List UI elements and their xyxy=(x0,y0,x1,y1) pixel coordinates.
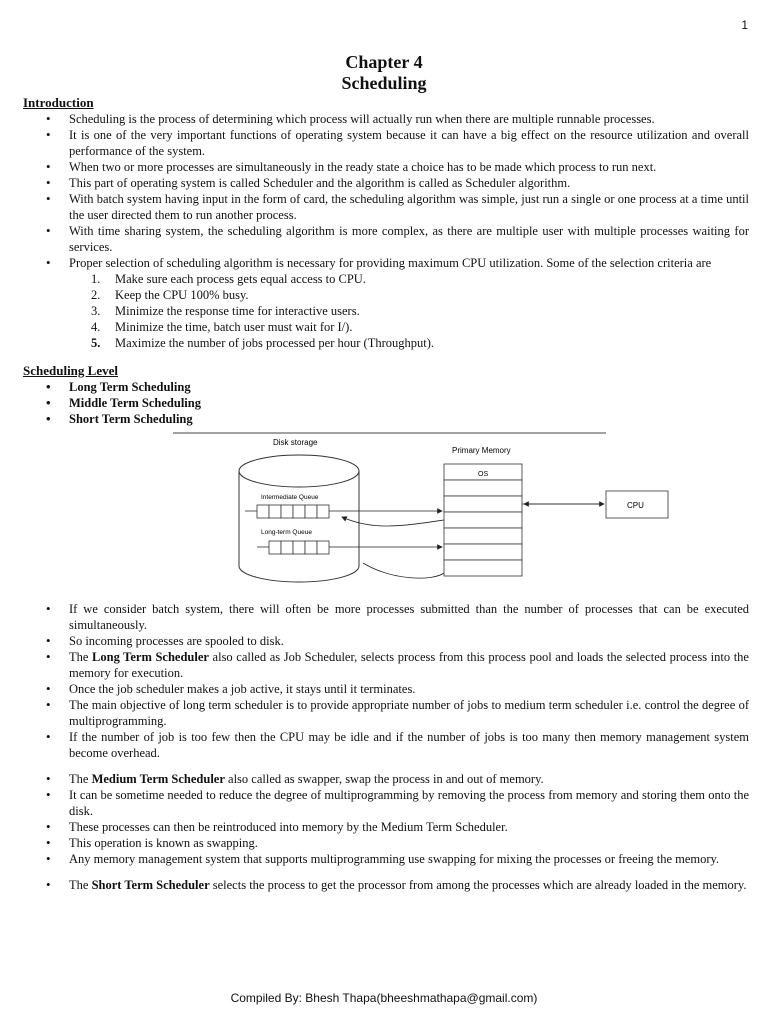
list-item: • When two or more processes are simultaneously in the ready state a choice has to be made which process to run next. xyxy=(23,159,749,175)
chapter-heading: Chapter 4 xyxy=(345,52,423,72)
list-item: • So incoming processes are spooled to disk. xyxy=(23,633,749,649)
list-item xyxy=(23,255,749,351)
intermediate-queue-label: Intermediate Queue xyxy=(261,494,319,501)
intermediate-queue xyxy=(257,505,329,518)
medium-term-scheduler-term: Medium Term Scheduler xyxy=(91,772,225,786)
criteria-item xyxy=(91,319,749,335)
list-item: • With batch system having input in the form of card, the scheduling algorithm was simple, just run a single or one process at a time until the user directed them to run another process. xyxy=(23,191,749,223)
chapter-subtitle: Scheduling xyxy=(341,73,427,93)
criteria-text: Minimize the time, batch user must wait for I/). xyxy=(115,320,353,334)
long-term-scheduler-term: Long Term Scheduler xyxy=(92,650,209,664)
document-body xyxy=(23,95,749,893)
criteria-item xyxy=(91,271,749,287)
list-item: • It is one of the very important functions of operating system because it can have a big effect on the resource utilization and overall performance of the system. xyxy=(23,127,749,159)
list-item: • Scheduling is the process of determining which process will actually run when there are multiple runnable processes. xyxy=(23,111,749,127)
list-item: • With time sharing system, the scheduling algorithm is more complex, as there are multiple user with multiple processes waiting for services. xyxy=(23,223,749,255)
list-item: • Short Term Scheduling xyxy=(23,411,749,427)
list-item: • The main objective of long term scheduler is to provide appropriate number of jobs to medium term scheduler i.e. control the degree of multiprogramming. xyxy=(23,697,749,729)
list-item: • The Long Term Scheduler also called as Job Scheduler, selects process from this process pool and loads the selected process into the memory for execution. xyxy=(23,649,749,681)
list-item: • The Short Term Scheduler selects the process to get the processor from among the processes which are already loaded in the memory. xyxy=(23,877,749,893)
long-term-queue xyxy=(269,541,329,554)
scheduling-level-heading: Scheduling Level xyxy=(23,363,118,378)
criteria-list xyxy=(23,271,749,351)
list-item: • If we consider batch system, there will often be more processes submitted than the number of processes that can be executed simultaneously. xyxy=(23,601,749,633)
short-term-scheduler-term: Short Term Scheduler xyxy=(91,878,210,892)
long-term-queue-label: Long-term Queue xyxy=(261,529,312,536)
disk-cylinder xyxy=(239,455,359,582)
criteria-number: 4. xyxy=(91,320,101,334)
criteria-number: 2. xyxy=(91,288,101,302)
introduction-heading: Introduction xyxy=(23,95,94,110)
disk-storage-label: Disk storage xyxy=(273,438,318,447)
short-term-list xyxy=(23,877,749,893)
list-item: • This part of operating system is called Scheduler and the algorithm is called as Scheduler algorithm. xyxy=(23,175,749,191)
scheduling-level-list xyxy=(23,379,749,427)
introduction-list xyxy=(23,111,749,351)
memory-stack xyxy=(444,464,522,576)
criteria-number: 1. xyxy=(91,272,101,286)
footer-credit: Compiled By: Bhesh Thapa(bheeshmathapa@gmail.com) xyxy=(230,991,538,1005)
criteria-text: Make sure each process gets equal access to CPU. xyxy=(115,272,366,286)
list-item: • Any memory management system that supports multiprogramming use swapping for mixing the processes or freeing the memory. xyxy=(23,851,749,867)
arrow-exit-curve xyxy=(363,563,444,578)
list-item: • Once the job scheduler makes a job active, it stays until it terminates. xyxy=(23,681,749,697)
criteria-text: Maximize the number of jobs processed per hour (Throughput). xyxy=(115,336,435,350)
criteria-number: 3. xyxy=(91,304,101,318)
long-term-list xyxy=(23,601,749,761)
list-item: • Long Term Scheduling xyxy=(23,379,749,395)
primary-memory-label: Primary Memory xyxy=(452,446,511,455)
criteria-item xyxy=(91,303,749,319)
criteria-text: Minimize the response time for interactive users. xyxy=(115,304,360,318)
list-item: • It can be sometime needed to reduce the degree of multiprogramming by removing the process from memory and storing them onto the disk. xyxy=(23,787,749,819)
list-item: • This operation is known as swapping. xyxy=(23,835,749,851)
criteria-item xyxy=(91,335,749,351)
os-label: OS xyxy=(478,471,489,478)
medium-term-list xyxy=(23,771,749,867)
criteria-item xyxy=(91,287,749,303)
criteria-number: 5. xyxy=(91,336,101,350)
scheduling-diagram-svg xyxy=(23,431,749,601)
criteria-text: Keep the CPU 100% busy. xyxy=(115,288,249,302)
scheduling-diagram xyxy=(23,431,749,601)
cpu-label: CPU xyxy=(627,501,644,510)
list-item: • Middle Term Scheduling xyxy=(23,395,749,411)
list-item: • These processes can then be reintroduced into memory by the Medium Term Scheduler. xyxy=(23,819,749,835)
page-number: 1 xyxy=(741,18,748,32)
page-title xyxy=(0,52,768,94)
list-item: • If the number of job is too few then the CPU may be idle and if the number of jobs is too many then memory management system become overhead. xyxy=(23,729,749,761)
criteria-intro: Proper selection of scheduling algorithm is necessary for providing maximum CPU utilization. Some of the selection criteria are xyxy=(69,256,712,270)
list-item: • The Medium Term Scheduler also called as swapper, swap the process in and out of memory. xyxy=(23,771,749,787)
